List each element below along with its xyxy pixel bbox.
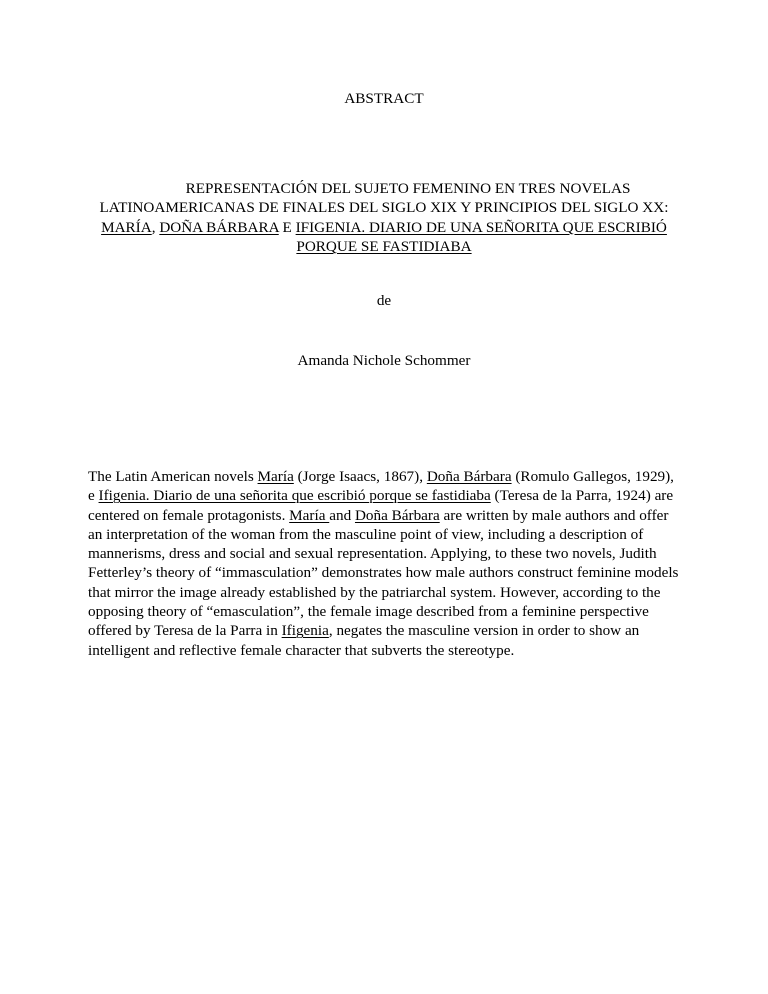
title-novel-maria: MARÍA (101, 218, 152, 236)
novel-title-dona-barbara: Doña Bárbara (426, 468, 512, 485)
abstract-text: (Jorge Isaacs, 1867), (293, 468, 427, 485)
abstract-text: The Latin American novels (88, 468, 258, 485)
title-novel-ifigenia: IFIGENIA. DIARIO DE UNA SEÑORITA QUE ESCRIBIÓ PORQUE SE FASTIDIABA (295, 218, 667, 255)
abstract-text: (Romulo Gallegos, 1929), e (88, 468, 674, 505)
novel-title-dona-barbara: Doña Bárbara (354, 506, 440, 524)
author-name: Amanda Nichole Schommer (297, 352, 471, 369)
title-separator: , (151, 218, 160, 236)
title-text: REPRESENTACIÓN DEL SUJETO FEMENINO EN TRES NOVELAS LATINOAMERICANAS DE FINALES DEL SIGLO XIX Y PRINCIPIOS DEL SIGLO XX: (99, 180, 669, 217)
abstract-heading: ABSTRACT (344, 90, 424, 107)
abstract-paragraph (88, 467, 684, 660)
novel-title-ifigenia: Ifigenia (281, 622, 329, 640)
title-separator: E (278, 218, 296, 236)
title-novel-dona-barbara: DOÑA BÁRBARA (159, 218, 279, 236)
byline: de (376, 292, 392, 309)
abstract-text: and (329, 506, 355, 524)
abstract-text: , negates the masculine version in order to show an intelligent and reflective female character that subverts the stereotype. (88, 622, 640, 659)
novel-title-ifigenia: Ifigenia. Diario de una señorita que escribió porque se fastidiaba (98, 487, 491, 505)
abstract-text: are written by male authors and offer an interpretation of the woman from the masculine point of view, including a description of mannerisms, dress and social and sexual representation. Applying, to these two novels, Judith Fetterley’s theory of “immasculation” demonstrates how male authors construct feminine models that mirror the image already established by the patriarchal system. However, according to the opposing theory of “emasculation”, the female image described from a feminine perspective offered by Teresa de la Parra in (88, 506, 679, 640)
novel-title-maria: María (289, 506, 330, 524)
novel-title-maria: María (257, 468, 294, 485)
abstract-text: (Teresa de la Parra, 1924) are centered on female protagonists. (88, 487, 674, 524)
thesis-title (88, 179, 680, 256)
